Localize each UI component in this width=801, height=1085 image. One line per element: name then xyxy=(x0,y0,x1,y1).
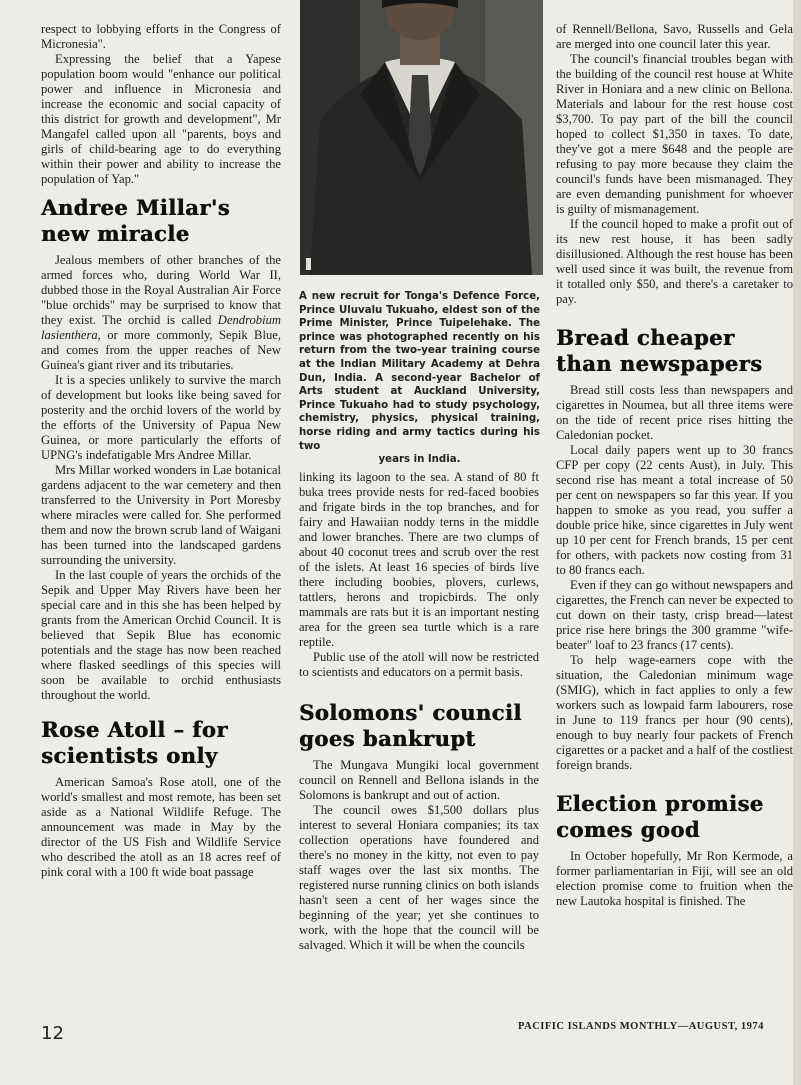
paragraph: If the council hoped to make a profit out of its new rest house, it has been sadly disillusioned. Although the rest house has been well used since it was built, the revenue from it totalled only $50, and there's a caretaker to pay. xyxy=(556,217,793,306)
column-3 xyxy=(556,22,793,909)
paragraph: American Samoa's Rose atoll, one of the world's smallest and most remote, has been set aside as a National Wildlife Refuge. The announcement was made in May by the director of the US Fish and Wildlife Service who described the atoll as an 18 acres reef of pink coral with a 100 ft wide boat passage xyxy=(41,775,281,879)
paragraph: It is a species unlikely to survive the march of development but looks like being saved for posterity and the orchid lovers of the world by the efforts of the University of Papua New Guinea, or more particularly the efforts of UPNG's indefatigable Mrs Andree Millar. xyxy=(41,373,281,462)
column-2 xyxy=(299,470,539,953)
paragraph: respect to lobbying efforts in the Congress of Micronesia". xyxy=(41,22,281,51)
paragraph: linking its lagoon to the sea. A stand of 80 ft buka trees provide nests for red-faced boobies and frigate birds in the top branches, and for fairy and Hawaiian noddy terns in the middle and lower branches. There are two clumps of about 40 coconut trees and scrub over the rest of the islets. At least 16 species of birds live there including boobies, plovers, curlews, tattlers, herons and tropicbirds. The only mammals are rats but it is an important nesting area for the green sea turtle which is a rare reptile. xyxy=(299,470,539,649)
paragraph: In October hopefully, Mr Ron Kermode, a former parliamentarian in Fiji, will see an old election promise come to fruition when the new Lautoka hospital is finished. The xyxy=(556,849,793,908)
paragraph: Even if they can go without newspapers and cigarettes, the French can never be expected to cut down on their tasty, crisp bread—latest price rise here brings the 300 gramme "wife-beater" loaf to 23 francs (17 cents). xyxy=(556,578,793,652)
paragraph: The council owes $1,500 dollars plus interest to several Honiara companies; its tax collection operations have foundered and there's no money in the kitty, not even to pay staff wages over the last six months. The registered nurse running clinics on both islands hasn't seen a cent of her wages since the beginning of the year; yet she continues to work, with the hope that the council will be salvaged. Which it will be when the councils xyxy=(299,803,539,952)
page-number: 12 xyxy=(41,1023,64,1044)
headline-election: Election promise comes good xyxy=(556,791,764,842)
paragraph: Expressing the belief that a Yapese population boom would "enhance our political power and influence in Micronesia and increase the economic and social capacity of this district for growth and development", Mr Mangafel called upon all "parents, boys and girls of child-bearing age to do everything within their power and ability to increase the population of Yap." xyxy=(41,52,281,186)
headline-rose-atoll: Rose Atoll – for scientists only xyxy=(41,717,228,768)
paragraph: Public use of the atoll will now be restricted to scientists and educators on a permit basis. xyxy=(299,650,539,679)
page-edge xyxy=(793,0,801,1085)
paragraph: of Rennell/Bellona, Savo, Russells and Gela are merged into one council later this year. xyxy=(556,22,793,51)
column-1 xyxy=(41,22,281,880)
photo-caption: A new recruit for Tonga's Defence Force, Prince Uluvalu Tukuaho, eldest son of the Prime Minister, Prince Tuipelehake. The prince was photographed recently on his return from the two-year training course at the Indian Military Academy at Dehra Dun, India. A second-year Bachelor of Arts student at Auckland University, Prince Tukuaho had to study psychology, chemistry, physics, physical training, horse riding and army tactics during his two years in India. xyxy=(299,291,540,466)
portrait-image xyxy=(300,0,543,275)
paragraph: In the last couple of years the orchids of the Sepik and Upper May Rivers have been her special care and in this she has been helped by grants from the American Orchid Council. It is believed that Sepik Blue has economic potentials and the stage has now been reached where flasked seedlings of this species will soon be available to orchid enthusiasts throughout the world. xyxy=(41,568,281,702)
headline-orchid: Andree Millar's new miracle xyxy=(41,195,230,246)
running-footer: PACIFIC ISLANDS MONTHLY—AUGUST, 1974 xyxy=(518,1021,764,1032)
paragraph: Jealous members of other branches of the armed forces who, during World War II, dubbed those in the Royal Australian Air Force "blue orchids" may be surprised to know that they exist. The orchid is called Dendrobium lasienthera, or more commonly, Sepik Blue, and comes from the upper reaches of New Guinea's giant river and its tributaries. xyxy=(41,253,281,372)
paragraph: Local daily papers went up to 30 francs CFP per copy (22 cents Aust), in July. This second rise has meant a total increase of 50 per cent on newspapers so far this year. If you happen to smoke as you read, you suffer a double price hike, since cigarettes in July went up 10 per cent for French brands, 15 per cent for others, with packets now costing from 31 to 80 francs each. xyxy=(556,443,793,577)
paragraph: Bread still costs less than newspapers and cigarettes in Noumea, but all three items were on the tide of recent price rises hitting the Caledonian pocket. xyxy=(556,383,793,442)
headline-solomons: Solomons' council goes bankrupt xyxy=(299,700,522,751)
paragraph: To help wage-earners cope with the situation, the Caledonian minimum wage (SMIG), which in fact applies to only a few workers such as lowpaid farm labourers, rose in June to 119 francs per hour (90 cents), enough to buy nearly four packets of French cigarettes or a packet and a half of the costliest foreign brands. xyxy=(556,653,793,772)
headline-bread: Bread cheaper than newspapers xyxy=(556,325,763,376)
paragraph: The Mungava Mungiki local government council on Rennell and Bellona islands in the Solomons is bankrupt and out of action. xyxy=(299,758,539,802)
photo-prince xyxy=(300,0,543,275)
paragraph: Mrs Millar worked wonders in Lae botanical gardens adjacent to the war cemetery and then transferred to the University in Port Moresby where miracles were called for. She performed them and now the brown scrub land of Waigani has been turned into the landscaped gardens surrounding the university. xyxy=(41,463,281,567)
paragraph: The council's financial troubles began with the building of the council rest house at White River in Honiara and a new clinic on Bellona. Materials and labour for the rest house cost $3,700. To pay part of the bill the council hoped to collect $1,350 in taxes. To date, they've got a mere $648 and the people are refusing to pay more because they claim the council's funds have been mismanaged. They are even demanding punishment for whoever is guilty of mismanagement. xyxy=(556,52,793,216)
